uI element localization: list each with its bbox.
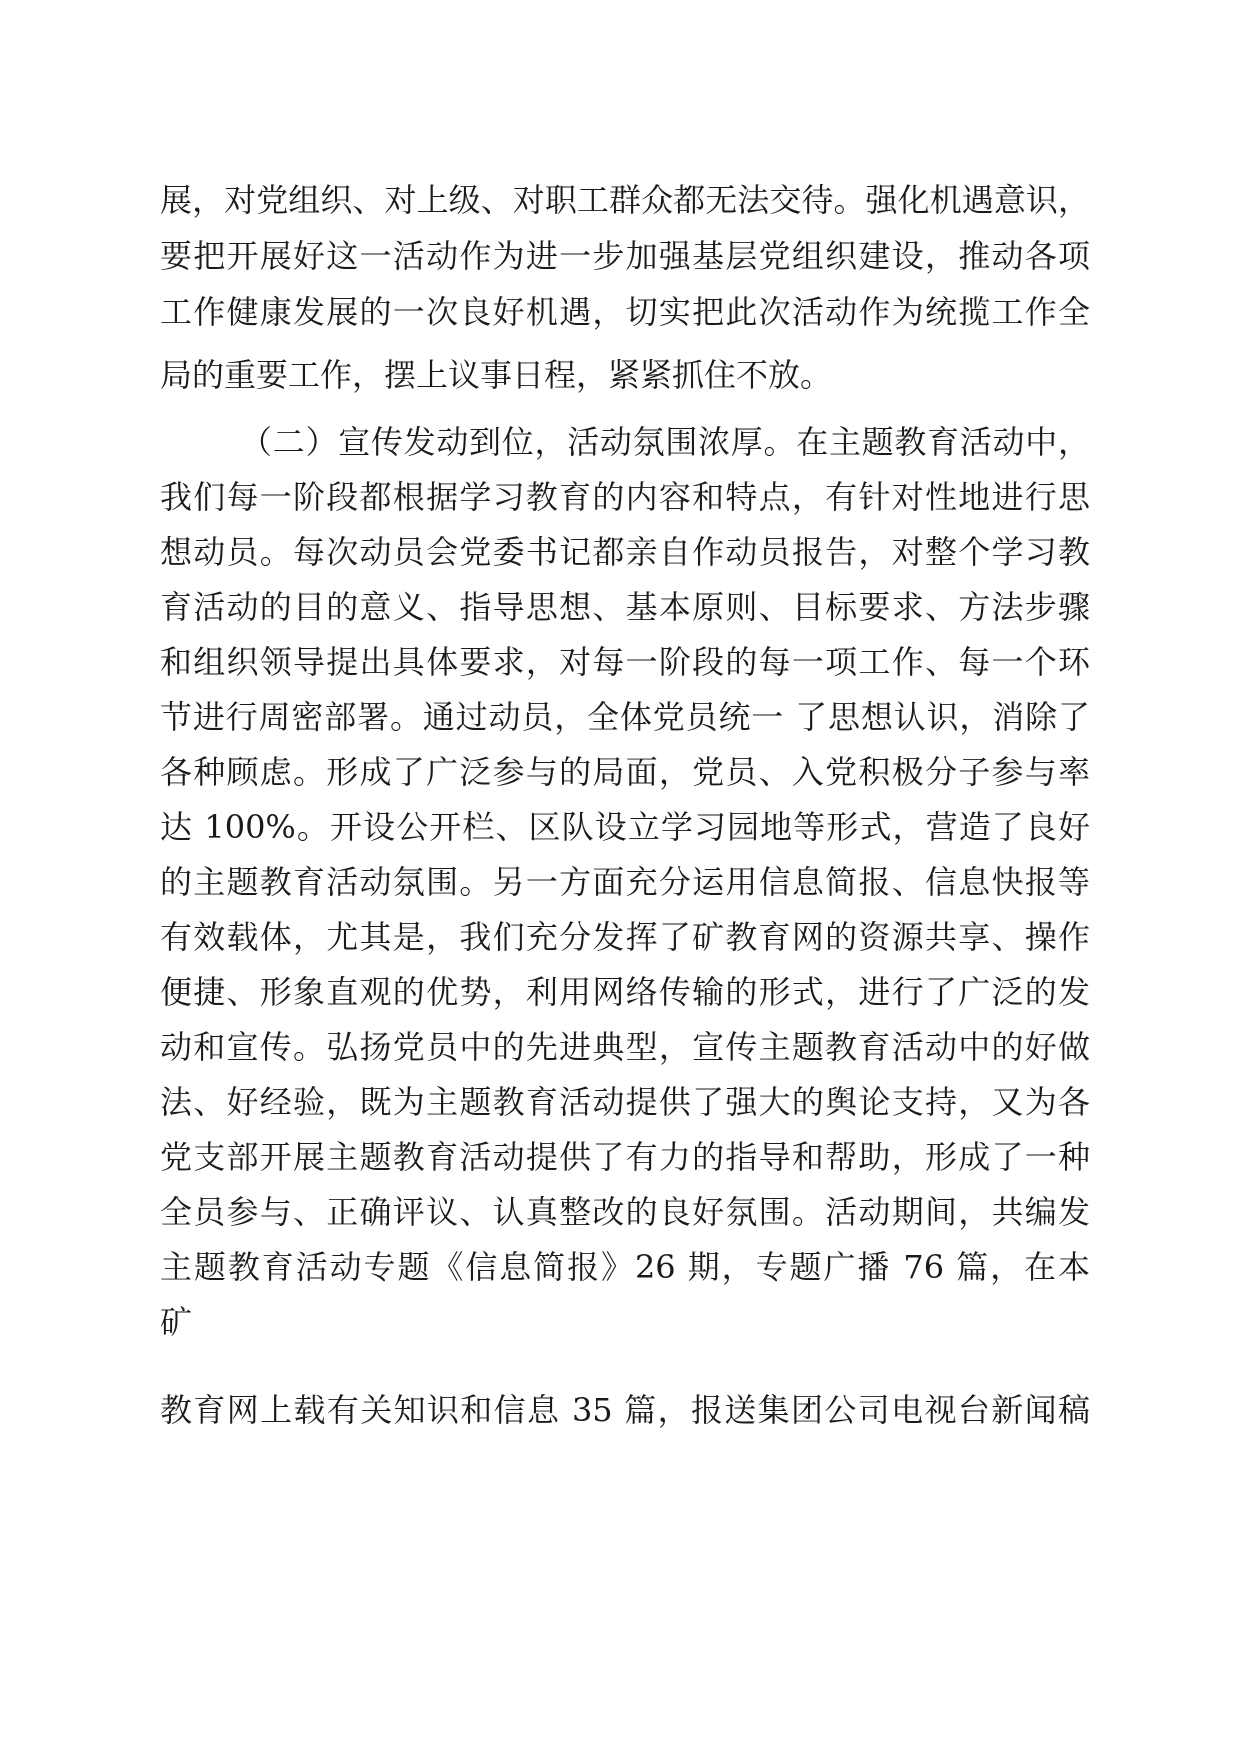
text-line-22: 教育网上载有关知识和信息 35 篇，报送集团公司电视台新闻稿 — [160, 1391, 1090, 1429]
text-line-6: 我们每一阶段都根据学习教育的内容和特点，有针对性地进行思 — [160, 478, 1090, 516]
text-line-15: 便捷、形象直观的优势，利用网络传输的形式，进行了广泛的发 — [160, 973, 1090, 1011]
text-line-21: 矿 — [160, 1303, 193, 1341]
text-line-19: 全员参与、正确评议、认真整改的良好氛围。活动期间，共编发 — [160, 1193, 1090, 1231]
text-line-9: 和组织领导提出具体要求，对每一阶段的每一项工作、每一个环 — [160, 643, 1090, 681]
text-line-13: 的主题教育活动氛围。另一方面充分运用信息简报、信息快报等 — [160, 863, 1090, 901]
text-line-4: 局的重要工作，摆上议事日程，紧紧抓住不放。 — [160, 356, 833, 394]
text-line-8: 育活动的目的意义、指导思想、基本原则、目标要求、方法步骤 — [160, 588, 1090, 626]
text-line-2: 要把开展好这一活动作为进一步加强基层党组织建设，推动各项 — [160, 237, 1090, 275]
text-line-3: 工作健康发展的一次良好机遇，切实把此次活动作为统揽工作全 — [160, 293, 1090, 331]
text-line-20: 主题教育活动专题《信息简报》26 期，专题广播 76 篇，在本 — [160, 1248, 1090, 1286]
text-line-18: 党支部开展主题教育活动提供了有力的指导和帮助，形成了一种 — [160, 1138, 1090, 1176]
text-line-17: 法、好经验，既为主题教育活动提供了强大的舆论支持，又为各 — [160, 1083, 1090, 1121]
text-line-16: 动和宣传。弘扬党员中的先进典型，宣传主题教育活动中的好做 — [160, 1028, 1090, 1066]
text-line-14: 有效载体，尤其是，我们充分发挥了矿教育网的资源共享、操作 — [160, 918, 1090, 956]
text-line-1: 展，对党组织、对上级、对职工群众都无法交待。强化机遇意识， — [160, 181, 1090, 219]
text-line-11: 各种顾虑。形成了广泛参与的局面，党员、入党积极分子参与率 — [160, 753, 1090, 791]
paragraph-heading-line: （二）宣传发动到位，活动氛围浓厚。在主题教育活动中， — [240, 423, 1090, 461]
text-line-10: 节进行周密部署。通过动员，全体党员统一 了思想认识，消除了 — [160, 698, 1090, 736]
text-line-12: 达 100%。开设公开栏、区队设立学习园地等形式，营造了良好 — [160, 808, 1090, 846]
text-line-7: 想动员。每次动员会党委书记都亲自作动员报告，对整个学习教 — [160, 533, 1090, 571]
